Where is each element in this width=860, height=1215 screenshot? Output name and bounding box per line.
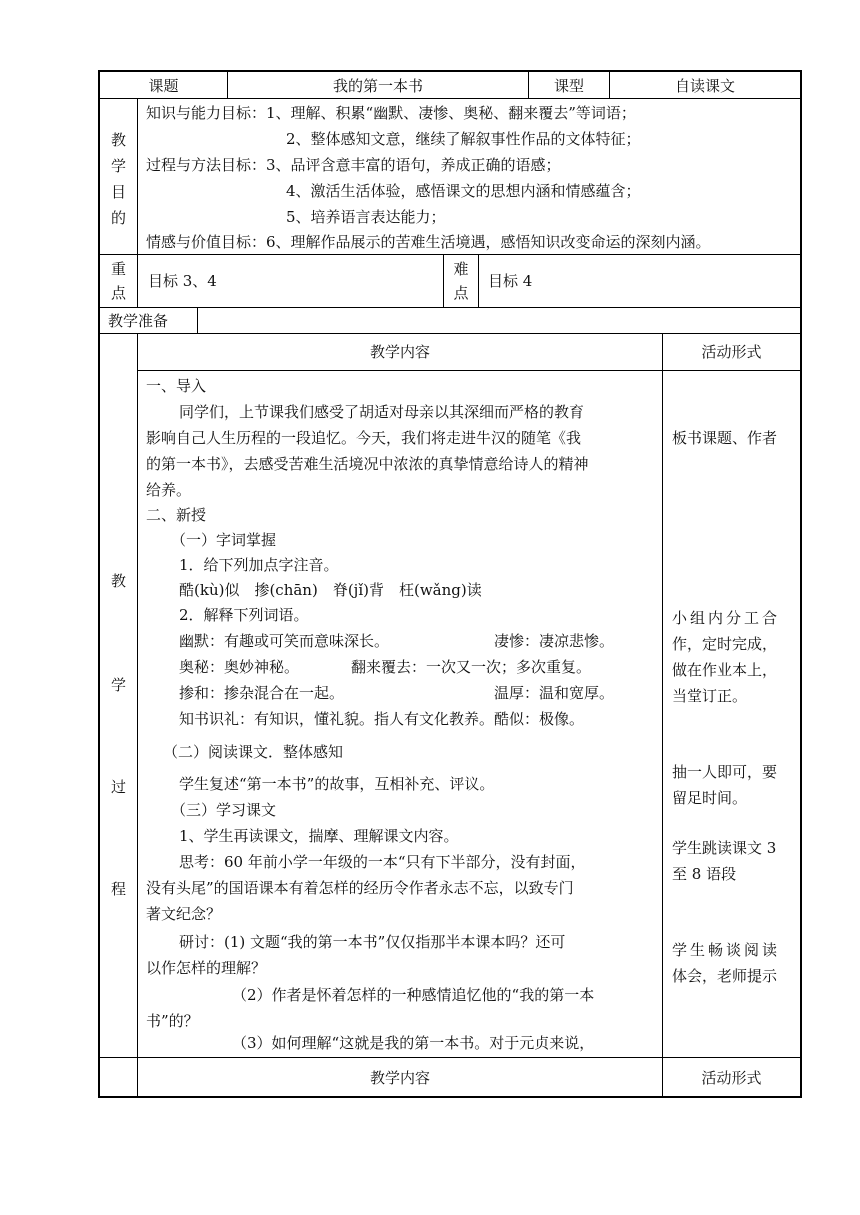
row-line bbox=[98, 307, 802, 308]
activity-column-header-repeat: 活动形式 bbox=[701, 1069, 762, 1087]
activity-note: 至 8 语段 bbox=[672, 865, 737, 883]
content-line: 学生复述“第一本书”的故事，互相补充、评议。 bbox=[179, 775, 495, 793]
goal-line: 过程与方法目标：3、品评含意丰富的语句，养成正确的语感； bbox=[146, 156, 561, 174]
process-side-label: 过 bbox=[110, 778, 126, 796]
content-line: 影响自己人生历程的一段追忆。今天，我们将走进牛汉的随笔《我 bbox=[146, 429, 582, 447]
table-border-right bbox=[800, 70, 802, 1098]
goal-line: 4、激活生活体验，感悟课文的思想内涵和情感蕴含； bbox=[286, 182, 641, 200]
subject-label: 课题 bbox=[148, 77, 179, 95]
content-line: 思考：60 年前小学一年级的一本“只有下半部分，没有封面， bbox=[179, 853, 586, 871]
content-line: （3）如何理解“这就是我的第一本书。对于元贞来说， bbox=[232, 1034, 595, 1052]
col-line bbox=[137, 333, 138, 1097]
col-line bbox=[478, 254, 479, 307]
content-line: 二、新授 bbox=[146, 506, 207, 524]
activity-column-header: 活动形式 bbox=[701, 343, 762, 361]
process-side-label: 教 bbox=[110, 572, 126, 590]
content-line: 酷(kù)似 掺(chān) 脊(jǐ)背 枉(wǎng)读 bbox=[179, 581, 482, 599]
content-line: 掺和：掺杂混合在一起。 bbox=[179, 684, 345, 702]
content-line: 奥秘：奥妙神秘。 bbox=[179, 658, 300, 676]
process-side-label: 程 bbox=[110, 880, 126, 898]
goal-line: 情感与价值目标：6、理解作品展示的苦难生活境遇，感悟知识改变命运的深刻内涵。 bbox=[146, 233, 711, 251]
content-line: 2．解释下列词语。 bbox=[179, 606, 309, 624]
content-column-header-repeat: 教学内容 bbox=[369, 1069, 430, 1087]
difficult-point-label: 点 bbox=[453, 284, 469, 302]
goal-line: 2、整体感知文意，继续了解叙事性作品的文体特征； bbox=[286, 130, 641, 148]
activity-note: 体会，老师提示 bbox=[672, 967, 778, 985]
content-line: 翻来覆去：一次又一次；多次重复。 bbox=[351, 658, 592, 676]
goal-line: 知识与能力目标：1、理解、积累“幽默、凄惨、奥秘、翻来覆去”等词语； bbox=[146, 104, 636, 122]
content-line: 凄惨：凄凉悲惨。 bbox=[494, 632, 615, 650]
content-line: （一）字词掌握 bbox=[171, 531, 277, 549]
content-line: 1．给下列加点字注音。 bbox=[179, 556, 339, 574]
row-line bbox=[137, 370, 802, 371]
goals-side-label: 教 bbox=[110, 131, 126, 149]
activity-note: 留足时间。 bbox=[672, 789, 748, 807]
row-line bbox=[98, 333, 802, 334]
content-line: 没有头尾”的国语课本有着怎样的经历令作者永志不忘，以致专门 bbox=[146, 879, 574, 897]
activity-note: 抽一人即可，要 bbox=[672, 763, 778, 781]
content-line: 一、导入 bbox=[146, 377, 207, 395]
content-line: 幽默：有趣或可笑而意味深长。 bbox=[179, 632, 390, 650]
goal-line: 5、培养语言表达能力； bbox=[286, 208, 446, 226]
goals-side-label: 的 bbox=[110, 209, 126, 227]
key-point-label: 重 bbox=[110, 260, 126, 278]
content-line: 书”的？ bbox=[146, 1012, 199, 1030]
row-line bbox=[98, 98, 802, 99]
prep-label: 教学准备 bbox=[108, 312, 169, 330]
content-line: （三）学习课文 bbox=[171, 801, 277, 819]
type-value: 自读课文 bbox=[674, 77, 735, 95]
activity-note: 作，定时完成， bbox=[672, 635, 778, 653]
content-line: 同学们，上节课我们感受了胡适对母亲以其深细而严格的教育 bbox=[179, 403, 585, 421]
content-line: 知书识礼：有知识，懂礼貌。指人有文化教养。酷似：极像。 bbox=[179, 710, 585, 728]
activity-note: 学生畅谈阅读 bbox=[672, 941, 781, 959]
col-line bbox=[662, 333, 663, 1097]
activity-note: 做在作业本上， bbox=[672, 661, 778, 679]
col-line bbox=[197, 307, 198, 333]
content-line: 以作怎样的理解？ bbox=[146, 959, 267, 977]
key-point-label: 点 bbox=[110, 284, 126, 302]
type-label: 课型 bbox=[553, 77, 584, 95]
content-line: （2）作者是怀着怎样的一种感情追忆他的“我的第一本 bbox=[232, 986, 595, 1004]
activity-note: 当堂订正。 bbox=[672, 687, 748, 705]
content-line: 著文纪念？ bbox=[146, 905, 222, 923]
content-line: 温厚：温和宽厚。 bbox=[494, 684, 615, 702]
key-point-value: 目标 3、4 bbox=[148, 272, 217, 290]
activity-note: 板书课题、作者 bbox=[672, 429, 778, 447]
activity-note: 学生跳读课文 3 bbox=[672, 839, 777, 857]
table-border-bottom bbox=[98, 1096, 802, 1098]
activity-note: 小组内分工合 bbox=[672, 609, 781, 627]
row-line bbox=[98, 254, 802, 255]
goals-side-label: 目 bbox=[110, 183, 126, 201]
col-line bbox=[137, 98, 138, 307]
goals-side-label: 学 bbox=[110, 157, 126, 175]
difficult-point-label: 难 bbox=[453, 260, 469, 278]
content-line: 给养。 bbox=[146, 481, 192, 499]
difficult-point-value: 目标 4 bbox=[488, 272, 533, 290]
content-line: 的第一本书》，去感受苦难生活境况中浓浓的真挚情意给诗人的精神 bbox=[146, 455, 589, 473]
content-line: 1、学生再读课文，揣摩、理解课文内容。 bbox=[179, 827, 459, 845]
row-line bbox=[98, 1057, 802, 1058]
content-line: 研讨：(1) 文题“我的第一本书”仅仅指那半本课本吗？还可 bbox=[179, 933, 566, 951]
content-line: （二）阅读课文．整体感知 bbox=[163, 743, 344, 761]
subject-value: 我的第一本书 bbox=[332, 77, 423, 95]
content-column-header: 教学内容 bbox=[369, 343, 430, 361]
table-border-top bbox=[98, 70, 802, 72]
process-side-label: 学 bbox=[110, 676, 126, 694]
